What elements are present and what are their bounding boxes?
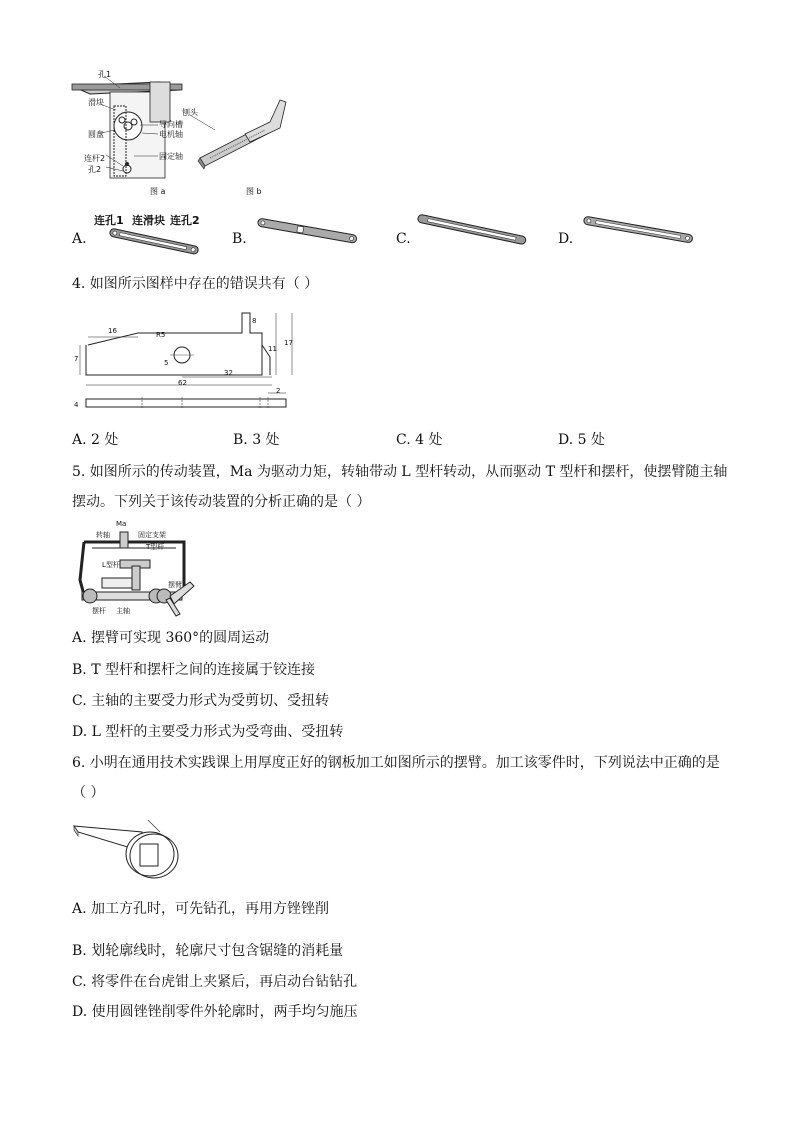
label-main-shaft: 主轴 — [116, 607, 130, 615]
mechanism-drawing — [70, 70, 300, 200]
q5-option-a: A. 摆臂可实现 360°的圆周运动 — [72, 630, 270, 646]
dim-11: 11 — [268, 345, 277, 353]
label-swing-rod: 摆杆 — [92, 607, 106, 615]
label-fixed-shaft: 固定轴 — [159, 152, 183, 161]
q6-option-a: A. 加工方孔时，可先钻孔，再用方锉锉削 — [72, 901, 330, 917]
label-swing-arm: 摆臂 — [168, 581, 182, 589]
q5-stem-line2: 摆动。下列关于该传动装置的分析正确的是（ ） — [72, 494, 371, 510]
label-rod2: 连杆2 — [84, 154, 106, 163]
label-guide: 导向槽 — [159, 120, 183, 129]
label-chisel: 刨头 — [182, 108, 198, 117]
dim-16: 16 — [108, 327, 117, 335]
figure-mechanism — [70, 70, 300, 200]
q4-drawing — [72, 305, 302, 417]
q6-stem-line1: 6. 小明在通用技术实践课上用厚度正好的钢板加工如图所示的摆臂。加工该零件时，下列说法中正确的是 — [72, 755, 720, 771]
q5-drawing — [72, 520, 202, 620]
q6-option-c: C. 将零件在台虎钳上夹紧后，再启动台钻钻孔 — [72, 974, 358, 990]
q6-stem-line2: （ ） — [72, 785, 105, 801]
q4-stem: 4. 如图所示图样中存在的错误共有（ ） — [72, 276, 319, 292]
q3-option-b-letter: B. — [232, 231, 247, 247]
q4-option-b: B. 3 处 — [233, 432, 280, 448]
dim-32: 32 — [224, 369, 233, 377]
dim-r5: R5 — [156, 331, 166, 339]
q6-figure — [72, 812, 182, 882]
label-support: 固定支架 — [138, 531, 166, 539]
q4-part-drawing — [72, 305, 302, 417]
q5-figure — [72, 520, 202, 620]
q6-option-d: D. 使用圆锉锉削零件外轮廓时，两手均匀施压 — [72, 1004, 358, 1020]
q3-option-d-letter: D. — [558, 231, 574, 247]
q5-option-c: C. 主轴的主要受力形式为受剪切、受扭转 — [72, 693, 330, 709]
q5-option-d: D. L 型杆的主要受力形式为受弯曲、受扭转 — [72, 724, 344, 740]
q3-option-c-letter: C. — [396, 231, 411, 247]
rod-d — [583, 216, 693, 243]
dim-7: 7 — [74, 355, 79, 363]
q5-stem-line1: 5. 如图所示的传动装置，Ma 为驱动力矩，转轴带动 L 型杆转动，从而驱动 T 型杆和摆杆，使摆臂随主轴 — [72, 464, 728, 480]
dim-5: 5 — [164, 359, 169, 367]
label-shaft: 转轴 — [96, 531, 110, 539]
q4-option-d: D. 5 处 — [558, 432, 605, 448]
caption-b: 图 b — [246, 187, 262, 196]
dim-2: 2 — [276, 387, 281, 395]
label-t-rod: T型杆 — [146, 543, 165, 551]
q4-options — [72, 431, 772, 451]
caption-a: 图 a — [150, 187, 166, 196]
label-slider: 滑块 — [88, 98, 104, 107]
q3-label-hole2: 连孔2 — [170, 214, 200, 227]
label-disc: 圆盘 — [88, 130, 104, 139]
q5-option-b: B. T 型杆和摆杆之间的连接属于铰连接 — [72, 662, 315, 678]
rods-drawing — [72, 208, 772, 258]
swing-arm-drawing — [72, 812, 182, 882]
dim-62: 62 — [178, 379, 187, 387]
label-ma: Ma — [116, 520, 127, 528]
q3-option-a-letter: A. — [72, 231, 87, 247]
q3-label-hole1: 连孔1 — [94, 214, 124, 227]
label-l-rod: L型杆 — [102, 561, 120, 569]
label-motor-shaft: 电机轴 — [159, 130, 183, 139]
rod-a — [109, 228, 199, 255]
dim-4: 4 — [74, 401, 79, 409]
q3-label-slider: 连滑块 — [132, 214, 165, 227]
dim-8: 8 — [252, 317, 257, 325]
q6-option-b: B. 划轮廓线时，轮廓尺寸包含锯缝的消耗量 — [72, 943, 344, 959]
q4-option-a: A. 2 处 — [72, 432, 119, 448]
rod-c — [417, 214, 526, 245]
rod-b — [257, 218, 357, 243]
q3-options — [72, 208, 772, 258]
label-hole1: 孔1 — [98, 70, 112, 79]
dim-17: 17 — [284, 339, 293, 347]
label-hole2: 孔2 — [88, 165, 102, 174]
q4-option-c: C. 4 处 — [396, 432, 443, 448]
